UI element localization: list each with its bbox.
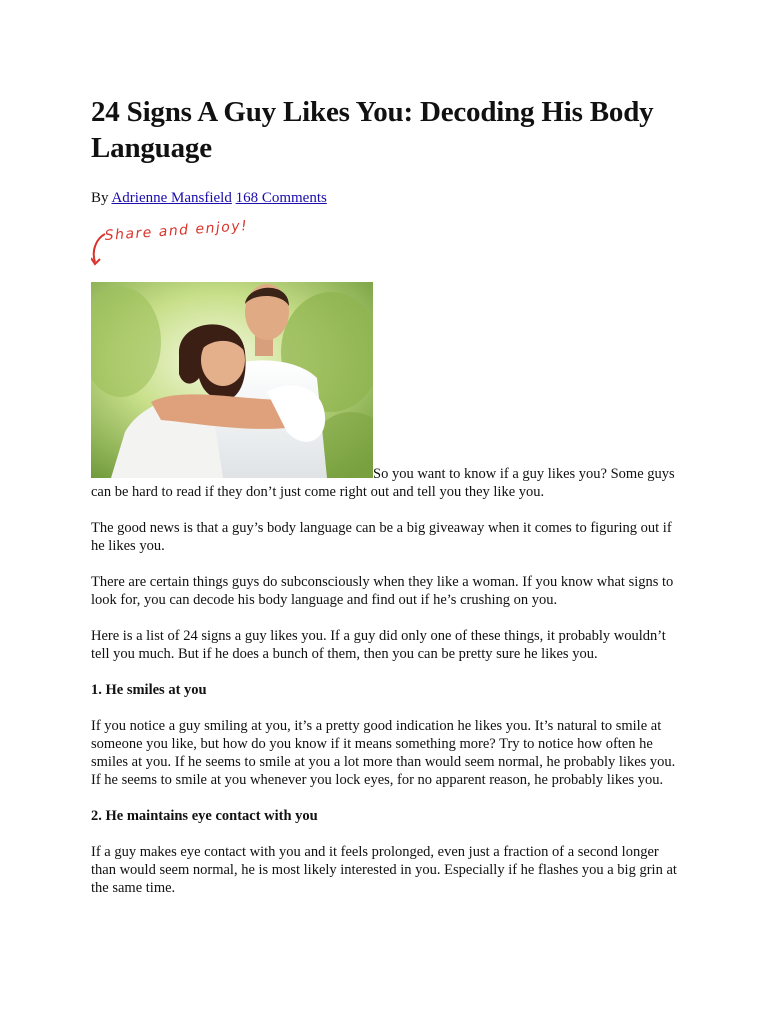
byline-prefix: By	[91, 190, 109, 206]
paragraph-2: There are certain things guys do subconsciously when they like a woman. If you know what signs to look for, you can decode his body language and find out if he’s crushing on you.	[91, 574, 674, 608]
intro-paragraph	[91, 282, 681, 501]
couple-photo	[91, 282, 373, 478]
section-body-2: If a guy makes eye contact with you and it feels prolonged, even just a fraction of a second longer than would seem normal, he is most likely interested in you. Especially if he flashes you a big grin at the same time.	[91, 844, 677, 896]
paragraph-1: The good news is that a guy’s body language can be a big giveaway when it comes to figuring out if he likes you.	[91, 520, 672, 554]
paragraph-3: Here is a list of 24 signs a guy likes you. If a guy did only one of these things, it probably wouldn’t tell you much. But if he does a bunch of them, then you can be pretty sure he likes you.	[91, 628, 666, 662]
section-heading-2: 2. He maintains eye contact with you	[91, 808, 318, 824]
article	[91, 94, 681, 915]
share-text: Share and enjoy!	[104, 217, 249, 244]
section-heading-1: 1. He smiles at you	[91, 682, 207, 698]
article-body	[91, 282, 681, 897]
byline	[91, 188, 681, 208]
author-link[interactable]: Adrienne Mansfield	[111, 190, 232, 206]
article-title: 24 Signs A Guy Likes You: Decoding His Body Language	[91, 96, 654, 164]
share-arrow-icon	[91, 216, 271, 274]
share-and-enjoy[interactable]	[91, 216, 681, 274]
intro-text: So you want to know if a guy likes you? Some guys can be hard to read if they don’t just come right out and tell you they like you.	[91, 466, 675, 500]
section-body-1: If you notice a guy smiling at you, it’s a pretty good indication he likes you. It’s natural to smile at someone you like, but how do you know if it means something more? Try to notice how often he smiles at you. If he seems to smile at you a lot more than would seem normal, he probably likes you. If he seems to smile at you whenever you lock eyes, for no apparent reason, he probably likes you.	[91, 718, 676, 788]
comments-link[interactable]: 168 Comments	[235, 190, 327, 206]
